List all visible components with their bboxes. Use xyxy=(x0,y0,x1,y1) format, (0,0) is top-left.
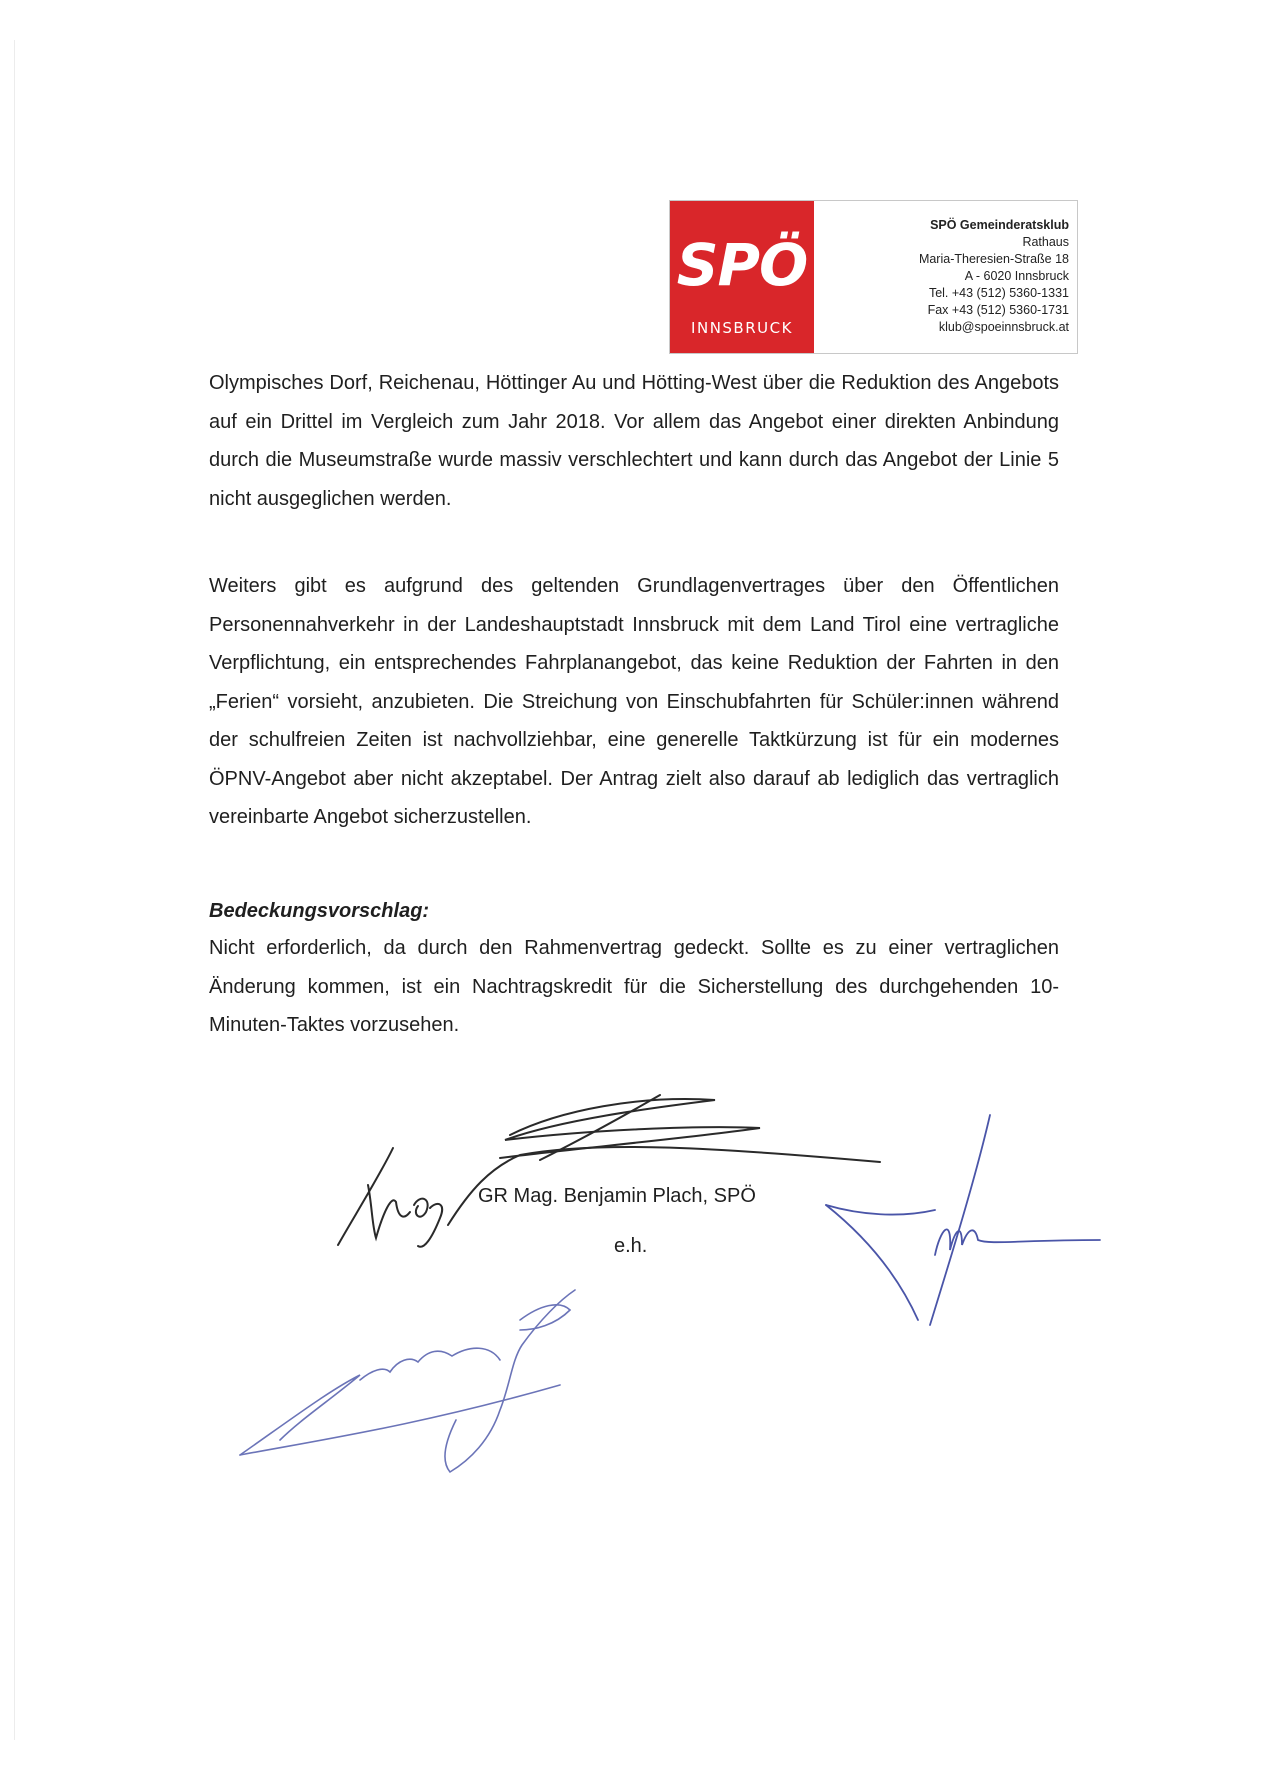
letterhead xyxy=(669,200,1078,354)
black-signature-stroke xyxy=(418,1204,442,1247)
address-tel: Tel. +43 (512) 5360-1331 xyxy=(928,286,1069,300)
address-club: SPÖ Gemeinderatsklub xyxy=(930,218,1069,232)
blue-signature-bottom-stroke xyxy=(240,1375,360,1455)
black-signature-stroke xyxy=(500,1099,760,1158)
black-signature-stroke xyxy=(414,1199,428,1217)
black-signature-stroke xyxy=(540,1095,660,1160)
blue-signature-bottom-stroke xyxy=(520,1305,570,1330)
blue-signature-right-stroke xyxy=(826,1205,918,1320)
black-signature xyxy=(338,1095,880,1247)
address-building: Rathaus xyxy=(1022,235,1069,249)
letterhead-address xyxy=(829,217,1069,336)
address-street: Maria-Theresien-Straße 18 xyxy=(918,252,1069,266)
blue-signature-right-stroke xyxy=(826,1205,935,1215)
body-paragraph-2: Weiters gibt es aufgrund des geltenden Grundlagenvertrages über den Öffentlichen Personennahverkehr in der Landeshauptstadt Innsbruck mit dem Land Tirol eine vertragliche Verpflichtung, ein entsprechendes Fahrplanangebot, das keine Reduktion der Fahrten in den „Ferien“ vorsieht, anzubieten. Die Streichung von Einschubfahrten für Schüler:innen während der schulfreien Zeiten ist nachvollziehbar, eine generelle Taktkürzung ist für ein modernes ÖPNV-Angebot aber nicht akzeptabel. Der Antrag zielt also darauf ab lediglich das vertraglich vereinbarte Angebot sicherzustellen. xyxy=(209,575,1059,828)
spoe-logo xyxy=(670,201,814,353)
blue-signature-bottom-stroke xyxy=(360,1348,500,1380)
address-city: A - 6020 Innsbruck xyxy=(964,269,1069,283)
body-paragraph-1: Olympisches Dorf, Reichenau, Höttinger Au und Hötting-West über die Reduktion des Angebots auf ein Drittel im Vergleich zum Jahr 2018. Vor allem das Angebot einer direkten Anbindung durch die Museumstraße wurde massiv verschlechtert und kann durch das Angebot der Linie 5 nicht ausgeglichen werden. xyxy=(209,372,1059,510)
signer-name: GR Mag. Benjamin Plach, SPÖ xyxy=(478,1185,756,1207)
address-email: klub@spoeinnsbruck.at xyxy=(938,320,1069,334)
black-signature-stroke xyxy=(338,1148,393,1245)
blue-signature-right-stroke xyxy=(935,1229,1100,1255)
blue-signature-right-stroke xyxy=(930,1115,990,1325)
body-paragraph-3: Nicht erforderlich, da durch den Rahmenvertrag gedeckt. Sollte es zu einer vertraglichen Änderung kommen, ist ein Nachtragskredit für die Sicherstellung des durchgehenden 10-Minuten-Taktes vorzusehen. xyxy=(209,937,1059,1036)
address-fax: Fax +43 (512) 5360-1731 xyxy=(927,303,1069,317)
blue-signature-right xyxy=(826,1115,1100,1325)
logo-main-text: SPÖ xyxy=(676,231,808,299)
blue-signature-bottom-stroke xyxy=(445,1290,575,1472)
black-signature-stroke xyxy=(368,1185,410,1238)
blue-signature-bottom-stroke xyxy=(240,1385,560,1455)
section-heading: Bedeckungsvorschlag: xyxy=(209,900,430,922)
blue-signature-bottom xyxy=(240,1290,575,1472)
eh-note: e.h. xyxy=(614,1235,648,1257)
logo-sub-text: INNSBRUCK xyxy=(691,319,793,337)
scan-edge xyxy=(14,40,15,1740)
